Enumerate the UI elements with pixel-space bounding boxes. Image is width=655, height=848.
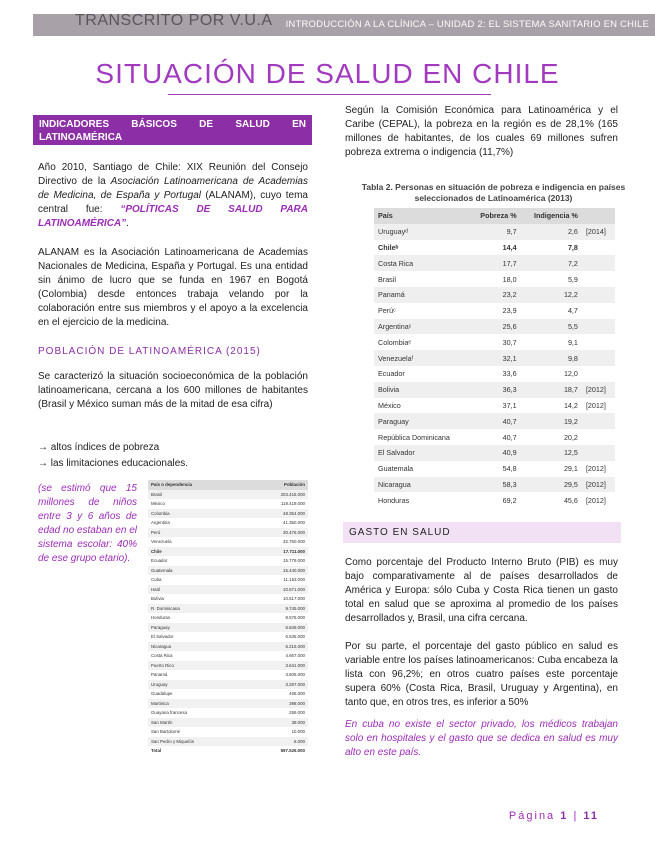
table-row xyxy=(148,623,308,633)
table-cell: 19,2 xyxy=(521,413,582,429)
page-separator: | xyxy=(573,810,579,822)
column-header: Población xyxy=(247,480,308,490)
page-number: 1 xyxy=(560,810,569,822)
table-cell: Chileᵇ xyxy=(378,242,399,252)
table-row xyxy=(148,651,308,661)
table-row xyxy=(148,518,308,528)
table-cell: 33,6 xyxy=(502,369,517,379)
table-cell: Honduras xyxy=(378,495,410,505)
table-cell: 14,2 xyxy=(563,400,578,410)
table-cell: 12,5 xyxy=(521,445,582,461)
table-cell: Honduras xyxy=(151,615,171,620)
paragraph-alanam-meeting xyxy=(38,161,308,231)
table-cell: Guadalupe xyxy=(151,691,173,696)
table-cell: 17.711.000 xyxy=(247,547,308,557)
table-row xyxy=(374,350,615,366)
table-cell: 9,8 xyxy=(521,350,582,366)
table-row xyxy=(148,718,308,728)
section-header-indicadores xyxy=(33,115,312,145)
table-row xyxy=(148,604,308,614)
column-header: País xyxy=(374,208,468,224)
table-cell: [2012] xyxy=(585,464,606,474)
table-cell: 54,8 xyxy=(502,464,517,474)
table-cell: 45,6 xyxy=(563,495,578,505)
table-cell: 118.419.000 xyxy=(280,501,305,506)
table-cell: Haití xyxy=(148,585,247,595)
section-header-gasto xyxy=(343,522,621,543)
table-row xyxy=(374,477,615,493)
table-cell: 5,9 xyxy=(567,274,578,284)
table-row xyxy=(148,699,308,709)
text: Año 2010, Santiago de Chile: XIX Reunión del Consejo Directivo de la xyxy=(38,162,308,187)
table-cell: 398.000 xyxy=(247,699,308,709)
table-cell: Bolivia xyxy=(151,596,164,601)
table-cell: Paraguay xyxy=(148,623,247,633)
table-cell: El Salvador xyxy=(151,634,174,639)
table-cell: Colombiaᵉ xyxy=(378,337,412,347)
table-cell: Cuba xyxy=(151,577,162,582)
table-cell: Chile xyxy=(148,547,247,557)
table-cell: Argentinaᶜ xyxy=(374,319,468,335)
transcriber-watermark: TRANSCRITO POR V.U.A xyxy=(75,12,273,29)
table-cell xyxy=(582,271,615,287)
table-row xyxy=(148,680,308,690)
table-row xyxy=(148,708,308,718)
table-cell: Costa Rica xyxy=(374,255,468,271)
table-cell: 30.476.000 xyxy=(247,528,308,538)
page-footer xyxy=(509,810,599,822)
table-row xyxy=(374,413,615,429)
table-cell: 597.526.000 xyxy=(280,748,305,753)
table-cell: 10.517.000 xyxy=(283,596,305,601)
table-row xyxy=(148,528,308,538)
table-row xyxy=(148,537,308,547)
header-bar xyxy=(33,14,655,36)
table-cell: 25,6 xyxy=(468,319,520,335)
table-cell: [2012] xyxy=(585,495,606,505)
table-cell: R. Dominicana xyxy=(148,604,247,614)
table-cell: 6.849.000 xyxy=(247,623,308,633)
table-cell: Brasil xyxy=(378,274,396,284)
title-underline xyxy=(168,94,491,95)
paragraph-poblacion: Se caracterizó la situación socioeconómica de la población latinoamericana, cercana a los 600 millones de habitantes (Brasil y México suman más de la mitad de esa cifra) xyxy=(38,371,308,410)
table-cell: San Pedro y Miquelón xyxy=(148,737,247,747)
table-cell: 32.760.000 xyxy=(283,539,305,544)
poverty-table-container xyxy=(374,208,615,508)
table-row xyxy=(148,490,308,500)
table-cell xyxy=(582,350,615,366)
table-cell xyxy=(582,303,615,319)
table-cell: 40,9 xyxy=(468,445,520,461)
table-cell: 37,1 xyxy=(502,400,517,410)
table-cell: 10.671.000 xyxy=(247,585,308,595)
table-row xyxy=(148,585,308,595)
table-cell: 259.000 xyxy=(289,710,305,715)
table-row xyxy=(148,746,308,756)
table-cell: 6.000 xyxy=(247,737,308,747)
table-row xyxy=(148,547,308,557)
bullet-list xyxy=(38,440,188,472)
table-row xyxy=(374,445,615,461)
table-row xyxy=(374,334,615,350)
table-row xyxy=(148,594,308,604)
table-row xyxy=(374,492,615,508)
section-title: INDICADORES BÁSICOS DE SALUD EN LATINOAMÉRICA xyxy=(39,119,306,143)
table-cell: Bolivia xyxy=(374,382,468,398)
table-caption: Tabla 2. Personas en situación de pobreza e indigencia en países seleccionados de Latinoamérica (2013) xyxy=(361,182,626,203)
table-cell: 48.354.000 xyxy=(247,509,308,519)
table-cell xyxy=(582,429,615,445)
table-cell: Puerto Rico xyxy=(148,661,247,671)
table-cell xyxy=(582,287,615,303)
page-title: SITUACIÓN DE SALUD EN CHILE xyxy=(95,58,560,89)
table-cell: El Salvador xyxy=(374,445,468,461)
table-cell: 32,1 xyxy=(468,350,520,366)
table-cell: 9,7 xyxy=(468,224,520,240)
table-cell: 17,7 xyxy=(468,255,520,271)
table-cell: 23,2 xyxy=(468,287,520,303)
page-label: Página xyxy=(508,810,556,822)
page-total: 11 xyxy=(583,810,599,822)
table-row xyxy=(374,382,615,398)
table-cell xyxy=(582,319,615,335)
column-header xyxy=(582,208,615,224)
table-row xyxy=(148,727,308,737)
table-cell: Costa Rica xyxy=(151,653,173,658)
table-cell: Ecuador xyxy=(378,369,405,379)
table-cell: 406.000 xyxy=(289,691,305,696)
table-cell: Nicaragua xyxy=(374,477,468,493)
column-header: País o dependencia xyxy=(148,480,247,490)
table-cell: 36,3 xyxy=(468,382,520,398)
table-cell: México xyxy=(378,400,401,410)
table-cell: 10.000 xyxy=(291,729,305,734)
table-cell: Guatemala xyxy=(378,464,414,474)
table-cell: 41.350.000 xyxy=(283,520,305,525)
table-cell: Uruguay xyxy=(148,680,247,690)
table-cell xyxy=(582,240,615,256)
table-row xyxy=(148,670,308,680)
list-item: → altos índices de pobreza xyxy=(38,442,160,453)
column-header: Indigencia % xyxy=(521,208,582,224)
table-cell: Venezuela xyxy=(151,539,172,544)
table-row xyxy=(148,566,308,576)
table-cell: 23,9 xyxy=(502,306,517,316)
table-cell: Ecuador xyxy=(151,558,168,563)
table-row xyxy=(374,461,615,477)
table-cell: 4.667.000 xyxy=(285,653,305,658)
table-cell: Total xyxy=(151,748,162,753)
table-cell: [2012] xyxy=(582,477,615,493)
table-cell: Panamá xyxy=(374,287,468,303)
table-cell: 14,4 xyxy=(502,242,517,252)
table-cell: San Bartolomé xyxy=(151,729,181,734)
table-cell: 4,7 xyxy=(567,306,578,316)
table-cell: 29,1 xyxy=(563,464,578,474)
table-cell xyxy=(582,413,615,429)
table-cell: 5,5 xyxy=(521,319,582,335)
table-row xyxy=(374,271,615,287)
table-cell: Perúᶜ xyxy=(378,306,396,316)
table-cell: Guayana francesa xyxy=(151,710,187,715)
table-row xyxy=(148,509,308,519)
table-cell: [2012] xyxy=(585,400,606,410)
table-cell: 40,7 xyxy=(502,432,517,442)
table-cell: Paraguay xyxy=(374,413,468,429)
table-cell: Nicaragua xyxy=(148,642,247,652)
paragraph-cuba-note: En cuba no existe el sector privado, los médicos trabajan solo en hospitales y el gasto que se dedica en salud es muy alto en este país. xyxy=(345,719,618,758)
table-cell: 11.163.000 xyxy=(283,577,305,582)
table-row xyxy=(374,224,615,240)
table-row xyxy=(374,303,615,319)
table-cell: 12,0 xyxy=(563,369,578,379)
population-table xyxy=(148,480,308,756)
table-cell xyxy=(582,334,615,350)
column-header: Pobreza % xyxy=(468,208,520,224)
table-row xyxy=(148,689,308,699)
table-cell: 29,5 xyxy=(521,477,582,493)
table-cell xyxy=(582,255,615,271)
table-cell: 39.000 xyxy=(247,718,308,728)
table-cell: Guatemala xyxy=(148,566,247,576)
paragraph-cepal: Según la Comisión Económica para Latinoamérica y el Caribe (CEPAL), la pobreza en la región es de 28,1% (165 millones de habitantes, de los cuales 69 millones sufren pobreza extrema o indigencia (11,7%) xyxy=(345,105,618,158)
table-cell: [2014] xyxy=(582,224,615,240)
table-cell: 203.415.000 xyxy=(247,490,308,500)
table-cell: Venezuelaᶠ xyxy=(374,350,468,366)
list-item: → las limitaciones educacionales. xyxy=(38,458,189,469)
table-cell: 15.779.000 xyxy=(283,558,305,563)
table-row xyxy=(148,575,308,585)
subheading-poblacion: POBLACIÓN DE LATINOAMÉRICA (2015) xyxy=(38,346,261,357)
table-cell: 18,7 xyxy=(521,382,582,398)
central-theme: “POLÍTICAS DE SALUD PARA LATINOAMÉRICA” xyxy=(38,204,308,229)
table-cell: Brasil xyxy=(148,490,247,500)
table-cell: 9,1 xyxy=(567,337,578,347)
table-cell: Colombia xyxy=(148,509,247,519)
text: . xyxy=(126,218,129,229)
table-cell: México xyxy=(151,501,165,506)
table-row xyxy=(148,556,308,566)
table-row xyxy=(148,642,308,652)
poverty-table xyxy=(374,208,615,508)
table-cell: Panamá xyxy=(151,672,168,677)
paragraph-gasto-publico: Por su parte, el porcentaje del gasto público en salud es variable entre los países latinoamericanos: Cuba encabeza la lista con 96,2%; en otros cuatro países este porcentaje supera 60% (Costa Rica, Brasil, Uruguay y Argentina), en tanto que, en otros tres, es inferior a 50% xyxy=(345,641,618,708)
table-cell: 12,2 xyxy=(521,287,582,303)
table-row xyxy=(374,255,615,271)
paragraph-pib: Como porcentaje del Producto Interno Bruto (PIB) es muy bajo comparativamente al de países desarrollados de América y Europa: sólo Cuba y Costa Rica tienen un gasto total en salud que se aproxima al promedio de los países desarrollados y, Brasil, una cifra cercana. xyxy=(345,557,618,624)
table-cell: Perú xyxy=(148,528,247,538)
table-cell: 7,8 xyxy=(567,242,578,252)
table-cell: [2012] xyxy=(582,382,615,398)
table-cell: 2,6 xyxy=(521,224,582,240)
table-cell: Uruguayᵈ xyxy=(374,224,468,240)
table-cell: 6.635.000 xyxy=(285,634,305,639)
table-cell: 40,7 xyxy=(468,413,520,429)
table-header-row xyxy=(374,208,615,224)
table-cell: 58,3 xyxy=(468,477,520,493)
side-note-children: (se estimó que 15 millones de niños entre 3 y 6 años de edad no estaban en el sistema escolar: 40% de ese grupo etario). xyxy=(38,483,137,564)
table-cell xyxy=(582,366,615,382)
table-row xyxy=(148,613,308,623)
table-cell: 18,0 xyxy=(502,274,517,284)
table-cell: 69,2 xyxy=(502,495,517,505)
table-cell: 3.297.000 xyxy=(247,680,308,690)
table-cell: Martinica xyxy=(148,699,247,709)
table-row xyxy=(374,366,615,382)
table-cell: 8.576.000 xyxy=(285,615,305,620)
table-cell: 15.440.000 xyxy=(247,566,308,576)
table-row xyxy=(148,499,308,509)
table-row xyxy=(374,287,615,303)
table-row xyxy=(148,632,308,642)
table-cell: Argentina xyxy=(151,520,170,525)
table-row xyxy=(374,319,615,335)
table-row xyxy=(148,661,308,671)
table-cell: 20,2 xyxy=(563,432,578,442)
table-cell: 7,2 xyxy=(521,255,582,271)
text: (ALANAM), cuyo tema central fue: xyxy=(38,190,308,215)
org-name: Asociación Latinoamericana de Academias de Medicina, de España y Portugal xyxy=(38,176,308,201)
table-row xyxy=(374,240,615,256)
table-cell: 3.605.000 xyxy=(285,672,305,677)
table-cell: República Dominicana xyxy=(378,432,450,442)
table-cell: 6.216.000 xyxy=(247,642,308,652)
table-cell: 3.641.000 xyxy=(247,661,308,671)
table-row xyxy=(374,429,615,445)
table-row xyxy=(148,737,308,747)
table-row xyxy=(374,398,615,414)
course-header: INTRODUCCIÓN A LA CLÍNICA – UNIDAD 2: EL SISTEMA SANITARIO EN CHILE xyxy=(285,19,649,30)
table-cell: San Martín xyxy=(148,718,247,728)
table-cell: 30,7 xyxy=(502,337,517,347)
table-cell: 9.745.000 xyxy=(247,604,308,614)
section-title: GASTO EN SALUD xyxy=(349,527,451,538)
paragraph-alanam-description: ALANAM es la Asociación Latinoamericana de Academias Nacionales de Medicina, España y Portugal. Es una entidad sin ánimo de lucro que se funda en 1967 en Bogotá (Colombia) desde entonces trabaja velando por la colaboración entre sus miembros y el apoyo a la excelencia en el ejercicio de la medicina. xyxy=(38,247,308,328)
table-header-row xyxy=(148,480,308,490)
table-cell xyxy=(582,445,615,461)
